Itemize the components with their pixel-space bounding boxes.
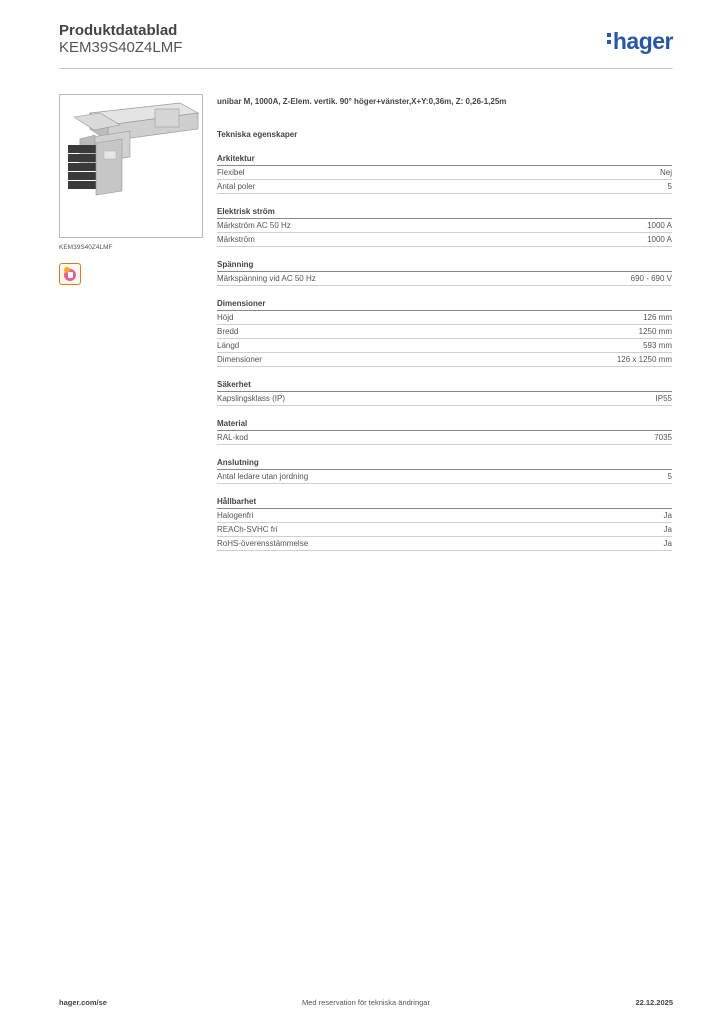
section-arkitektur bbox=[217, 154, 672, 194]
environmental-badge-icon bbox=[59, 263, 81, 285]
section-heading: Elektrisk ström bbox=[217, 207, 672, 219]
property-row bbox=[217, 219, 672, 233]
section-heading: Dimensioner bbox=[217, 299, 672, 311]
property-row bbox=[217, 509, 672, 523]
property-label: Flexibel bbox=[217, 168, 245, 177]
section-heading: Säkerhet bbox=[217, 380, 672, 392]
property-row bbox=[217, 353, 672, 367]
section-material bbox=[217, 419, 672, 445]
property-row bbox=[217, 272, 672, 286]
section-heading: Hållbarhet bbox=[217, 497, 672, 509]
property-label: Bredd bbox=[217, 327, 239, 336]
property-value: 1000 A bbox=[647, 235, 672, 244]
property-row bbox=[217, 311, 672, 325]
property-value: 593 mm bbox=[643, 341, 672, 350]
busbar-element-image bbox=[60, 95, 202, 237]
property-value: 1000 A bbox=[647, 221, 672, 230]
property-value: 5 bbox=[667, 182, 672, 191]
property-value: 1250 mm bbox=[638, 327, 672, 336]
page-footer bbox=[59, 998, 673, 1010]
property-label: Märkspänning vid AC 50 Hz bbox=[217, 274, 316, 283]
property-label: RoHS-överensstämmelse bbox=[217, 539, 309, 548]
property-label: Antal poler bbox=[217, 182, 256, 191]
property-row bbox=[217, 470, 672, 484]
footer-website-link[interactable]: hager.com/se bbox=[59, 998, 107, 1007]
property-label: Kapslingsklass (IP) bbox=[217, 394, 286, 403]
property-row bbox=[217, 523, 672, 537]
property-label: Halogenfri bbox=[217, 511, 254, 520]
property-value: 126 mm bbox=[643, 313, 672, 322]
property-label: REACh-SVHC fri bbox=[217, 525, 278, 534]
property-label: Märkström AC 50 Hz bbox=[217, 221, 291, 230]
product-code: KEM39S40Z4LMF bbox=[59, 39, 183, 56]
property-label: Längd bbox=[217, 341, 240, 350]
property-value: 126 x 1250 mm bbox=[616, 355, 672, 364]
property-row bbox=[217, 431, 672, 445]
property-value: Ja bbox=[663, 511, 672, 520]
property-value: 690 - 690 V bbox=[630, 274, 672, 283]
property-row bbox=[217, 166, 672, 180]
property-row bbox=[217, 233, 672, 247]
product-image bbox=[59, 94, 203, 238]
property-label: RAL-kod bbox=[217, 433, 249, 442]
page-header bbox=[59, 22, 673, 69]
footer-date: 22.12.2025 bbox=[635, 998, 673, 1007]
section-dimensioner bbox=[217, 299, 672, 367]
property-row bbox=[217, 537, 672, 551]
logo-text: hager bbox=[612, 28, 673, 54]
property-row bbox=[217, 180, 672, 194]
property-label: Höjd bbox=[217, 313, 234, 322]
section-heading: Arkitektur bbox=[217, 154, 672, 166]
section-heading: Spänning bbox=[217, 260, 672, 272]
image-caption: KEM39S40Z4LMF bbox=[59, 244, 113, 251]
property-label: Dimensioner bbox=[217, 355, 262, 364]
property-value: Ja bbox=[663, 539, 672, 548]
section-anslutning bbox=[217, 458, 672, 484]
product-details bbox=[217, 97, 672, 551]
section-spanning bbox=[217, 260, 672, 286]
section-hallbarhet bbox=[217, 497, 672, 551]
document-title: Produktdatablad bbox=[59, 22, 178, 39]
property-value: Ja bbox=[663, 525, 672, 534]
property-label: Antal ledare utan jordning bbox=[217, 472, 309, 481]
section-heading: Material bbox=[217, 419, 672, 431]
logo-dots-icon bbox=[607, 40, 611, 44]
property-row bbox=[217, 392, 672, 406]
property-value: 5 bbox=[667, 472, 672, 481]
property-row bbox=[217, 325, 672, 339]
property-value: Nej bbox=[659, 168, 672, 177]
property-label: Märkström bbox=[217, 235, 255, 244]
footer-disclaimer: Med reservation för tekniska ändringar bbox=[302, 998, 430, 1007]
section-sakerhet bbox=[217, 380, 672, 406]
hager-logo bbox=[607, 28, 673, 55]
property-row bbox=[217, 339, 672, 353]
property-value: IP55 bbox=[655, 394, 672, 403]
section-heading: Anslutning bbox=[217, 458, 672, 470]
section-elektrisk-strom bbox=[217, 207, 672, 247]
properties-heading: Tekniska egenskaper bbox=[217, 130, 298, 139]
property-value: 7035 bbox=[654, 433, 672, 442]
product-description: unibar M, 1000A, Z-Elem. vertik. 90° höger+vänster,X+Y:0,36m, Z: 0,26-1,25m bbox=[217, 97, 507, 106]
